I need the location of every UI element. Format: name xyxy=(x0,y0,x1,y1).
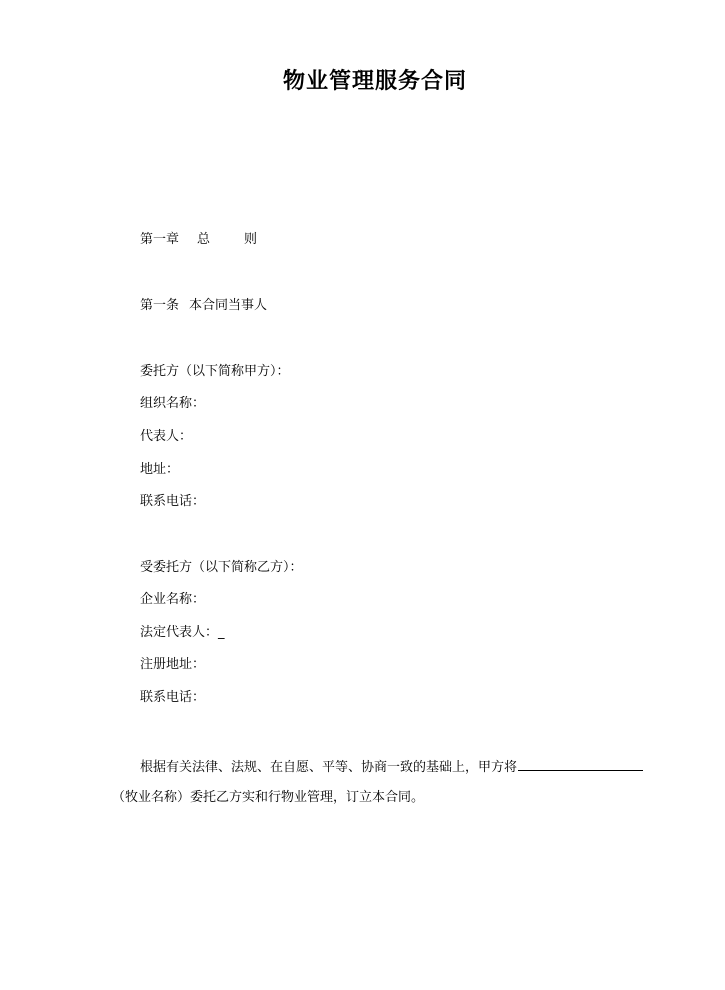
chapter-name-part1: 总 xyxy=(197,232,211,247)
party-a-representative-label: 代表人： xyxy=(140,429,193,444)
party-b-company-name-label: 企业名称： xyxy=(140,592,206,607)
chapter-heading xyxy=(140,232,257,248)
chapter-number: 第一章 xyxy=(140,232,180,247)
article-heading xyxy=(140,298,267,314)
article-title: 本合同当事人 xyxy=(189,298,268,313)
party-b-legal-rep-label: 法定代表人：_ xyxy=(140,625,225,640)
party-b-heading: 受委托方（以下简称乙方）： xyxy=(140,560,303,575)
party-b-phone-label: 联系电话： xyxy=(140,690,206,705)
party-a-org-name-label: 组织名称： xyxy=(140,396,206,411)
document-title: 物业管理服务合同 xyxy=(282,69,467,94)
chapter-name-part2: 则 xyxy=(244,232,258,247)
party-b-reg-address-label: 注册地址： xyxy=(140,657,206,672)
agreement-paragraph-line1 xyxy=(140,756,643,776)
blank-fill-line xyxy=(518,756,643,771)
article-number: 第一条 xyxy=(140,298,180,313)
agreement-text-line1: 根据有关法律、法规、在自愿、平等、协商一致的基础上，甲方将 xyxy=(140,760,518,775)
party-a-heading: 委托方（以下简称甲方）： xyxy=(140,364,290,379)
party-a-address-label: 地址： xyxy=(140,462,180,477)
party-a-phone-label: 联系电话： xyxy=(140,494,206,509)
agreement-paragraph-line2: （牧业名称）委托乙方实和行物业管理，订立本合同。 xyxy=(112,790,425,805)
